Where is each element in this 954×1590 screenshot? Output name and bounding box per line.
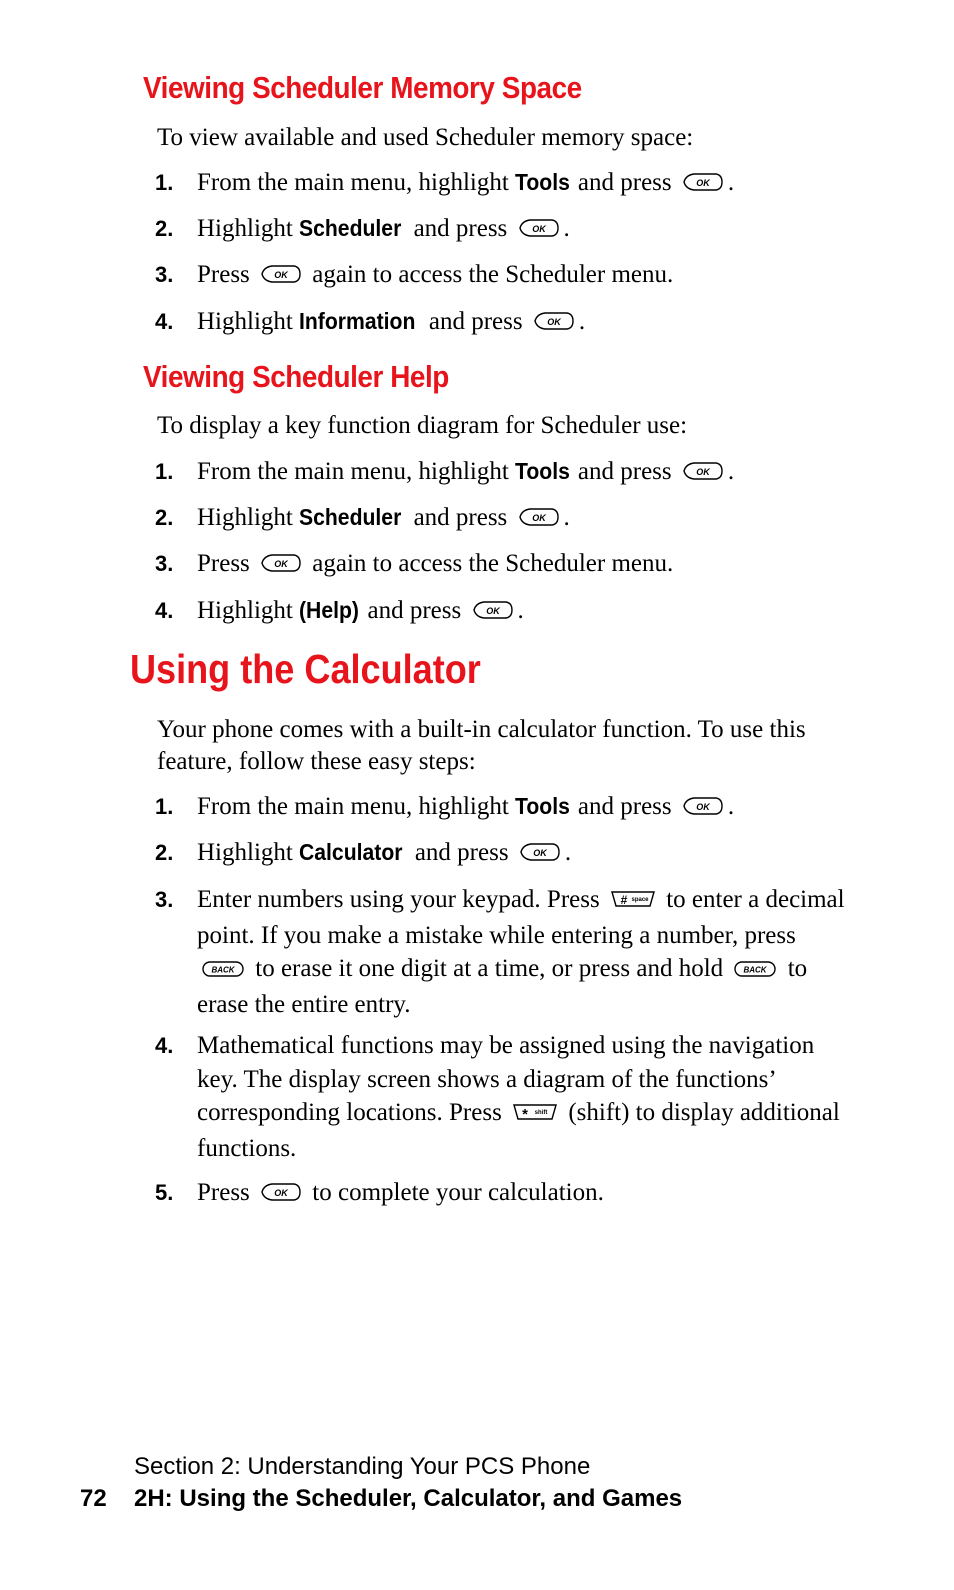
menu-keyword: Tools	[515, 169, 570, 195]
svg-text:OK: OK	[531, 513, 546, 523]
svg-text:OK: OK	[274, 270, 288, 280]
svg-text:#: #	[620, 893, 628, 907]
heading-using-calculator: Using the Calculator	[130, 646, 481, 692]
ok-key-icon	[519, 838, 561, 872]
intro-scheduler-help: To display a key function diagram for Scheduler use:	[157, 412, 688, 439]
ok-key-icon	[682, 168, 724, 202]
svg-text:OK: OK	[696, 802, 710, 812]
footer-chapter-title: 2H: Using the Scheduler, Calculator, and Games	[134, 1485, 683, 1512]
svg-text:OK: OK	[274, 1188, 288, 1198]
svg-text:OK: OK	[485, 606, 500, 616]
menu-keyword: Calculator	[299, 839, 403, 865]
svg-text:OK: OK	[533, 848, 547, 858]
ok-key-icon	[260, 1178, 302, 1212]
ok-key-icon	[533, 307, 575, 341]
ok-key-icon	[260, 549, 302, 583]
manual-page: Viewing Scheduler Memory Space To view available and used Scheduler memory space: 1. From the main menu, highlight Tools and press OK . 2. Highlight Scheduler and press OK . 3. Press OK again to access the Scheduler menu. 4. Highlight Information and press OK . Viewing Scheduler Help To display a key function diagram for Scheduler use: 1. From the main menu, highlight Tools and press OK . 2. Highlight Scheduler and press OK . 3. Press OK again to access the Scheduler menu. 4. Highlight (Help) and press OK . Using the Calculator Your phone comes with a built-in calculator function. To use this feature, follow these easy steps: 1. From the main menu, highlight Tools and press OK . 2. Highlight Calculator and press OK . 3. Enter numbers using your keypad. Press # space to enter a decimal point. If you make a mistake while entering a number, press BACK to erase it one digit at a time, or press and hold BACK to erase the entire entry. 4. Mathematical functions may be assigned using the navigation key. The display screen shows a diagram of the functions’ corresponding locations. Press * shift (shift) to display additional functions. 5. Press OK to complete your calculation. Section 2: Understanding Your PCS Phone 72 2H: Using the Scheduler, Calculator, and Games	[0, 0, 954, 1590]
svg-text:OK: OK	[531, 224, 546, 234]
svg-text:OK: OK	[696, 178, 710, 188]
back-key-icon	[733, 954, 777, 988]
ok-key-icon	[260, 260, 302, 294]
menu-keyword: Tools	[515, 793, 570, 819]
ok-key-icon	[682, 792, 724, 826]
ok-key-icon	[682, 457, 724, 491]
star-key-icon	[512, 1098, 558, 1132]
svg-text:OK: OK	[547, 317, 561, 327]
menu-keyword: Tools	[515, 458, 570, 484]
svg-text:space: space	[631, 897, 649, 903]
menu-keyword: Information	[299, 308, 416, 334]
svg-text:OK: OK	[274, 559, 288, 569]
ok-key-icon	[518, 214, 560, 248]
page-number: 72	[80, 1485, 107, 1512]
svg-text:*: *	[522, 1106, 528, 1122]
intro-scheduler-memory: To view available and used Scheduler memory space:	[157, 124, 694, 151]
svg-text:shift: shift	[534, 1110, 548, 1116]
ok-key-icon	[472, 596, 514, 630]
back-key-icon	[201, 954, 245, 988]
ok-key-icon	[518, 503, 560, 537]
footer-section-label: Section 2: Understanding Your PCS Phone	[134, 1453, 591, 1480]
intro-calculator: Your phone comes with a built-in calculator function. To use this feature, follow these easy steps:	[157, 716, 806, 775]
heading-scheduler-help: Viewing Scheduler Help	[143, 359, 449, 394]
menu-keyword: Scheduler	[299, 504, 402, 530]
svg-text:OK: OK	[696, 467, 710, 477]
menu-keyword: (Help)	[299, 597, 360, 623]
svg-text:BACK: BACK	[211, 965, 235, 975]
svg-text:BACK: BACK	[743, 965, 767, 975]
menu-keyword: Scheduler	[299, 215, 402, 241]
pound-key-icon	[610, 885, 656, 919]
heading-scheduler-memory: Viewing Scheduler Memory Space	[143, 70, 582, 105]
footer-chapter-line	[80, 1485, 682, 1513]
